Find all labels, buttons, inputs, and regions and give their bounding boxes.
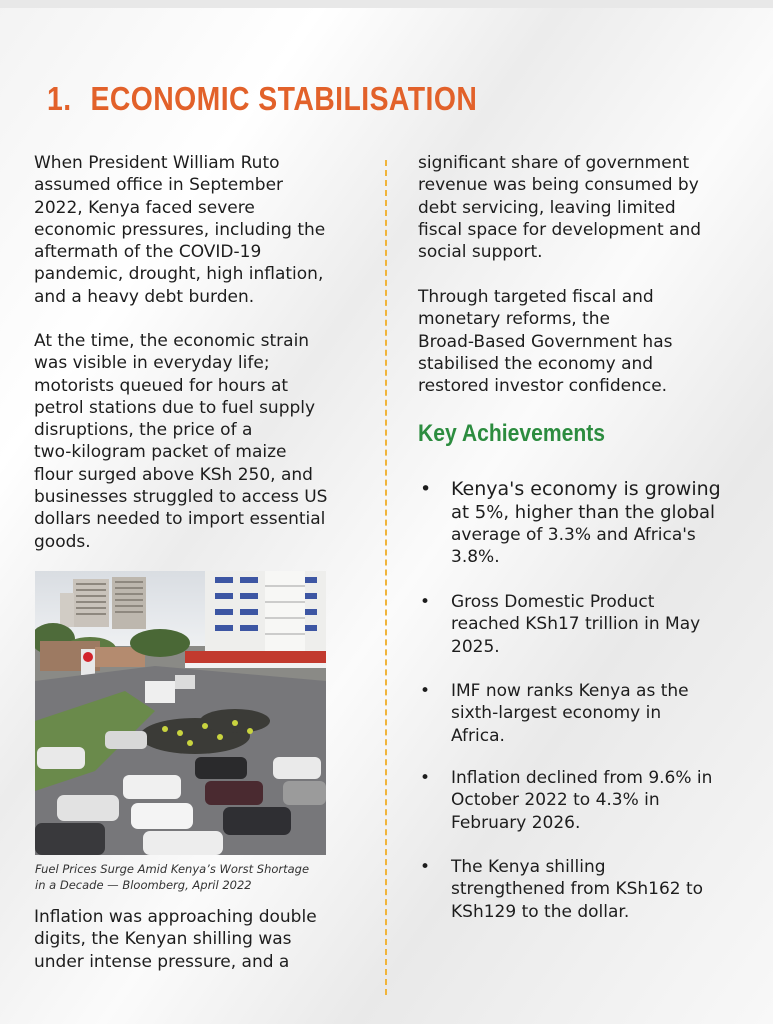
text-line: restored investor confidence. bbox=[418, 376, 668, 397]
text-line: digits, the Kenyan shilling was bbox=[34, 929, 292, 950]
text-line: aftermath of the COVID-19 bbox=[34, 242, 262, 263]
text-line: disruptions, the price of a bbox=[34, 420, 253, 441]
text-line: assumed office in September bbox=[34, 175, 284, 196]
text-line: significant share of government bbox=[418, 153, 690, 173]
text-line: average of 3.3% and Africa's bbox=[451, 525, 696, 545]
text-line: petrol stations due to fuel supply bbox=[34, 397, 316, 418]
left-paragraph-2 bbox=[34, 330, 364, 553]
top-strip bbox=[0, 0, 773, 8]
text-line: February 2026. bbox=[451, 812, 581, 833]
photo-caption bbox=[35, 861, 355, 893]
text-line: Broad-Based Government has bbox=[418, 331, 673, 352]
text-line: revenue was being consumed by bbox=[418, 175, 699, 196]
text-line: Through targeted fiscal and bbox=[418, 287, 654, 307]
section-title-text: ECONOMIC STABILISATION bbox=[90, 80, 478, 117]
text-line: Kenya's economy is growing bbox=[451, 478, 721, 500]
caption-line: Fuel Prices Surge Amid Kenya’s Worst Shortage bbox=[35, 862, 310, 876]
section-title bbox=[47, 80, 477, 118]
text-line: under intense pressure, and a bbox=[34, 951, 290, 972]
column-divider bbox=[385, 160, 387, 995]
bullet-dot: • bbox=[420, 478, 432, 500]
text-line: 2025. bbox=[451, 636, 500, 657]
text-line: fiscal space for development and bbox=[418, 219, 702, 240]
text-line: debt servicing, leaving limited bbox=[418, 197, 676, 218]
text-line: at 5%, higher than the global bbox=[451, 502, 716, 523]
text-line: reached KSh17 trillion in May bbox=[451, 614, 701, 635]
achievement-item bbox=[418, 680, 748, 747]
right-paragraph-2 bbox=[418, 286, 748, 397]
text-line: pandemic, drought, high inflation, bbox=[34, 264, 324, 285]
text-line: economic pressures, including the bbox=[34, 219, 326, 240]
text-line: social support. bbox=[418, 242, 543, 263]
text-line: Inflation was approaching double bbox=[34, 907, 317, 927]
text-line: strengthened from KSh162 to bbox=[451, 879, 704, 900]
text-line: 3.8%. bbox=[451, 547, 500, 567]
text-line: Africa. bbox=[451, 725, 505, 746]
key-achievements-heading: Key Achievements bbox=[418, 420, 606, 447]
text-line: and a heavy debt burden. bbox=[34, 286, 255, 307]
text-line: motorists queued for hours at bbox=[34, 375, 289, 396]
text-line: The Kenya shilling bbox=[451, 857, 606, 877]
text-line: flour surged above KSh 250, and bbox=[34, 464, 313, 485]
achievement-item bbox=[418, 856, 748, 923]
bullet-dot: • bbox=[420, 592, 431, 612]
bullet-dot: • bbox=[420, 768, 431, 788]
text-line: 2022, Kenya faced severe bbox=[34, 197, 255, 218]
fuel-queue-photo bbox=[35, 571, 326, 855]
text-line: Inflation declined from 9.6% in bbox=[451, 768, 713, 788]
section-number: 1. bbox=[47, 80, 72, 117]
text-line: stabilised the economy and bbox=[418, 353, 654, 374]
text-line: When President William Ruto bbox=[34, 153, 280, 173]
right-paragraph-1 bbox=[418, 152, 748, 263]
text-line: monetary reforms, the bbox=[418, 309, 611, 330]
text-line: At the time, the economic strain bbox=[34, 331, 310, 351]
caption-line: in a Decade — Bloomberg, April 2022 bbox=[35, 878, 252, 892]
text-line: October 2022 to 4.3% in bbox=[451, 790, 660, 811]
achievement-item bbox=[418, 478, 748, 568]
bullet-dot: • bbox=[420, 857, 431, 877]
text-line: Gross Domestic Product bbox=[451, 592, 655, 612]
achievement-item bbox=[418, 767, 748, 834]
left-paragraph-3 bbox=[34, 906, 364, 973]
text-line: IMF now ranks Kenya as the bbox=[451, 681, 689, 701]
text-line: KSh129 to the dollar. bbox=[451, 901, 630, 922]
text-line: dollars needed to import essential bbox=[34, 509, 326, 530]
bullet-dot: • bbox=[420, 681, 431, 701]
text-line: goods. bbox=[34, 531, 91, 552]
fuel-queue-illustration bbox=[35, 571, 326, 855]
text-line: two-kilogram packet of maize bbox=[34, 442, 287, 463]
text-line: businesses struggled to access US bbox=[34, 487, 328, 508]
text-line: sixth-largest economy in bbox=[451, 703, 662, 724]
achievement-item bbox=[418, 591, 748, 658]
text-line: was visible in everyday life; bbox=[34, 353, 270, 374]
left-paragraph-1 bbox=[34, 152, 364, 308]
